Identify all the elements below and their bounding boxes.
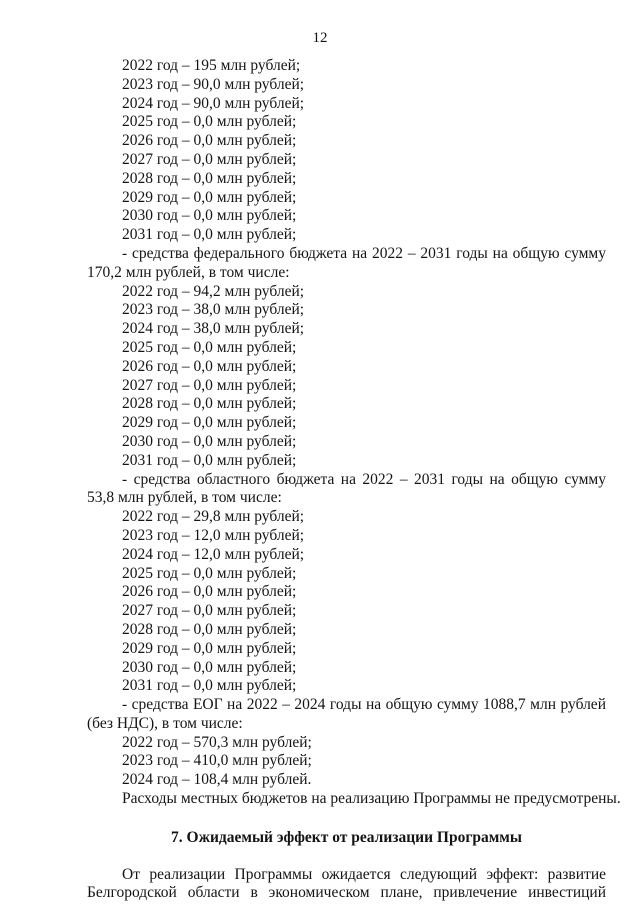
list-item: 2026 год – 0,0 млн рублей;: [122, 583, 297, 601]
list-item: 2026 год – 0,0 млн рублей;: [122, 357, 297, 375]
federal-intro-line: - средства федерального бюджета на 2022 – 2031 годы на общую сумму: [122, 244, 606, 262]
paragraph-line: Белгородской области в экономическом плане, привлечение инвестиций: [87, 884, 606, 902]
document-body: [87, 57, 621, 903]
section-heading: 7. Ожидаемый эффект от реализации Программы: [171, 828, 522, 846]
list-item: 2028 год – 0,0 млн рублей;: [122, 620, 297, 638]
federal-budget-paragraph: [87, 245, 606, 283]
eog-years-list: [87, 734, 606, 790]
list-item: 2025 год – 0,0 млн рублей;: [122, 338, 297, 356]
list-item: 2027 год – 0,0 млн рублей;: [122, 602, 297, 620]
local-budget-note: Расходы местных бюджетов на реализацию Программы не предусмотрены.: [122, 790, 621, 808]
regional-intro-line: - средства областного бюджета на 2022 – 2031 годы на общую сумму: [122, 470, 606, 488]
list-item: 2028 год – 0,0 млн рублей;: [122, 169, 297, 187]
list-item: 2031 год – 0,0 млн рублей;: [122, 451, 297, 469]
list-item: 2029 год – 0,0 млн рублей;: [122, 639, 297, 657]
list-item: 2027 год – 0,0 млн рублей;: [122, 150, 297, 168]
list-item: 2023 год – 90,0 млн рублей;: [122, 75, 305, 93]
list-item: 2024 год – 38,0 млн рублей;: [122, 320, 305, 338]
federal-intro-continuation: 170,2 млн рублей, в том числе:: [87, 263, 290, 281]
list-item: 2025 год – 0,0 млн рублей;: [122, 113, 297, 131]
list-item: 2030 год – 0,0 млн рублей;: [122, 207, 297, 225]
eog-funds-paragraph: [87, 696, 606, 734]
regional-years-list: [87, 508, 606, 696]
list-item: 2024 год – 90,0 млн рублей;: [122, 94, 305, 112]
list-item: 2031 год – 0,0 млн рублей;: [122, 226, 297, 244]
page-number: 12: [312, 30, 328, 46]
list-item: 2024 год – 12,0 млн рублей;: [122, 545, 305, 563]
list-item: 2024 год – 108,4 млн рублей.: [122, 771, 312, 789]
list-item: 2030 год – 0,0 млн рублей;: [122, 658, 297, 676]
list-item: 2023 год – 38,0 млн рублей;: [122, 301, 305, 319]
block1-list: [87, 57, 606, 245]
list-item: 2031 год – 0,0 млн рублей;: [122, 677, 297, 695]
list-item: 2027 год – 0,0 млн рублей;: [122, 376, 297, 394]
list-item: 2022 год – 570,3 млн рублей;: [122, 733, 312, 751]
federal-years-list: [87, 283, 606, 471]
paragraph-line: От реализации Программы ожидается следующий эффект: развитие: [122, 865, 606, 883]
list-item: 2028 год – 0,0 млн рублей;: [122, 395, 297, 413]
list-item: 2022 год – 29,8 млн рублей;: [122, 508, 305, 526]
list-item: 2029 год – 0,0 млн рублей;: [122, 188, 297, 206]
section7-paragraph: [87, 866, 606, 904]
eog-intro-continuation: (без НДС), в том числе:: [87, 714, 243, 732]
list-item: 2029 год – 0,0 млн рублей;: [122, 414, 297, 432]
eog-intro-line: - средства ЕОГ на 2022 – 2024 годы на общую сумму 1088,7 млн рублей: [122, 696, 606, 714]
regional-intro-continuation: 53,8 млн рублей, в том числе:: [87, 489, 282, 507]
list-item: 2023 год – 12,0 млн рублей;: [122, 526, 305, 544]
list-item: 2022 год – 94,2 млн рублей;: [122, 282, 305, 300]
list-item: 2030 год – 0,0 млн рублей;: [122, 432, 297, 450]
list-item: 2026 год – 0,0 млн рублей;: [122, 132, 297, 150]
list-item: 2023 год – 410,0 млн рублей;: [122, 752, 312, 770]
list-item: 2025 год – 0,0 млн рублей;: [122, 564, 297, 582]
list-item: 2022 год – 195 млн рублей;: [122, 57, 301, 74]
regional-budget-paragraph: [87, 471, 606, 509]
